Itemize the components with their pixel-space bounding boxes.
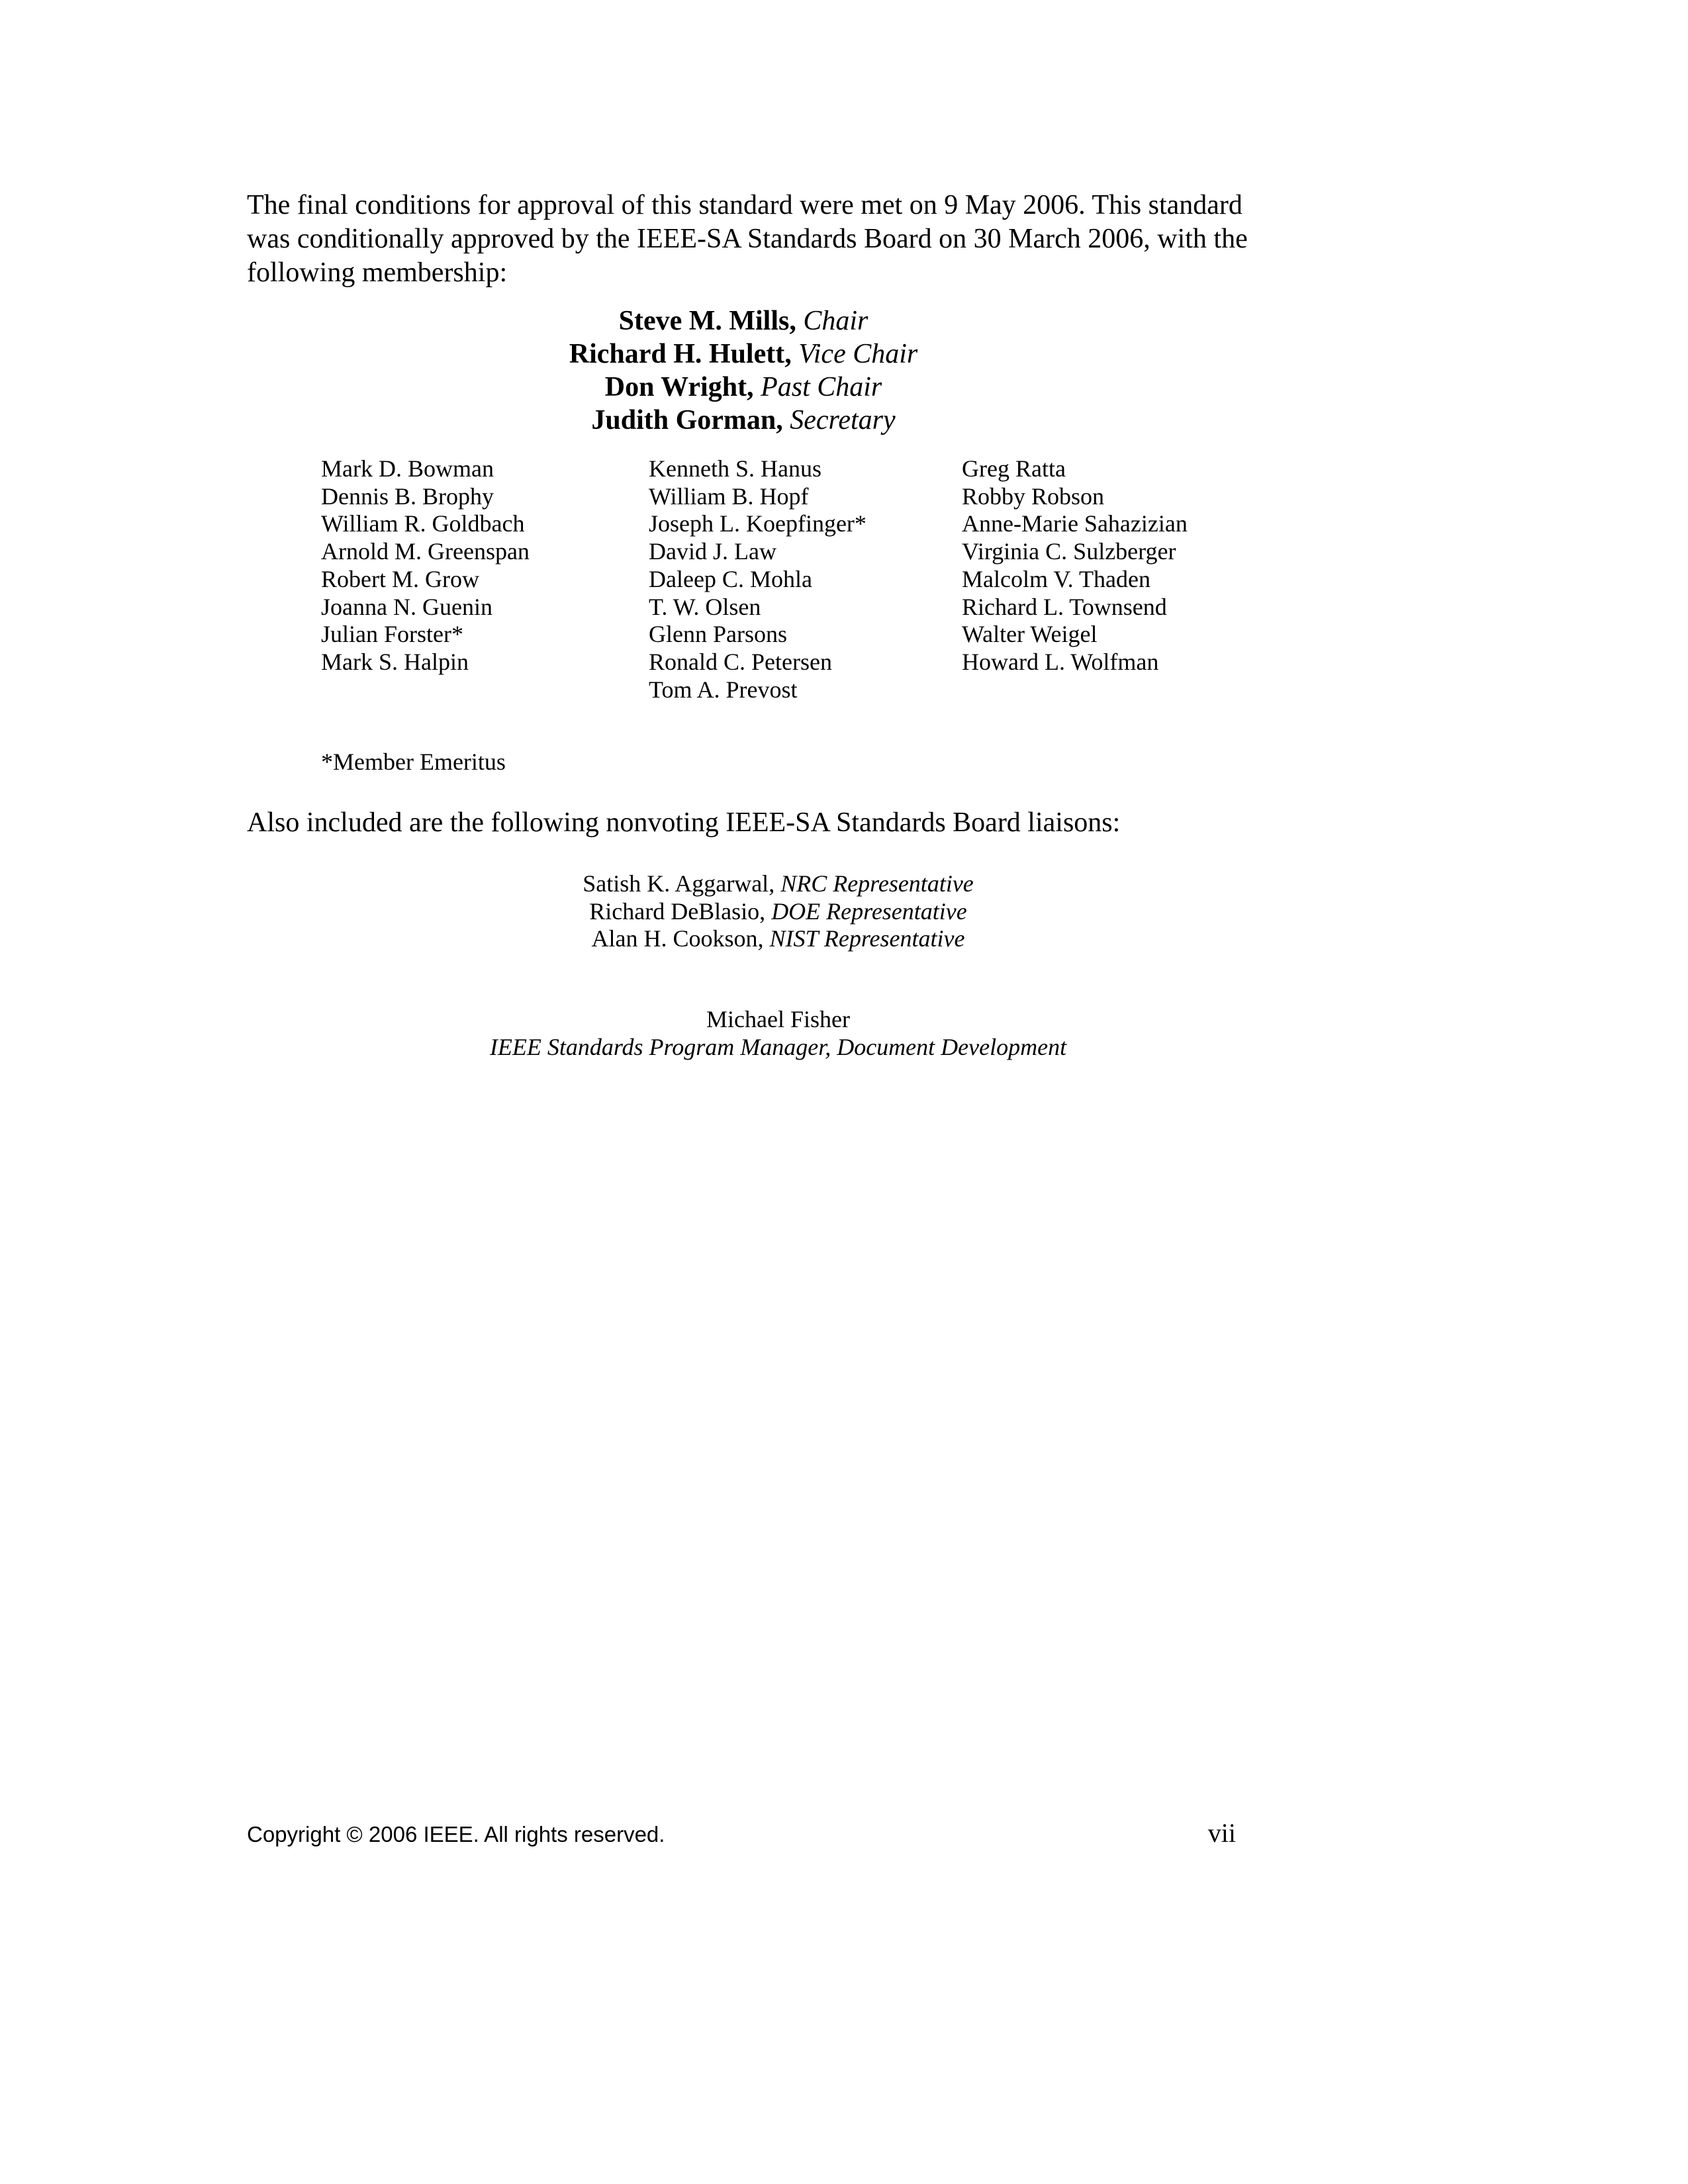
officer-role: Chair	[803, 306, 868, 336]
member-list-column-2	[649, 455, 867, 704]
officer-chair	[247, 304, 1240, 338]
member-list-column-1	[321, 455, 530, 676]
member-name: William R. Goldbach	[321, 510, 525, 537]
program-manager-block	[247, 1006, 1309, 1061]
program-manager-name: Michael Fisher	[706, 1006, 850, 1032]
officer-vice-chair	[247, 338, 1240, 371]
member-name: David J. Law	[649, 538, 776, 565]
member-name: Richard L. Townsend	[962, 593, 1167, 620]
member-name: Kenneth S. Hanus	[649, 455, 821, 482]
liaison-name: Richard DeBlasio,	[589, 897, 766, 925]
officer-role: Secretary	[790, 405, 896, 435]
liaison-intro: Also included are the following nonvoting IEEE-SA Standards Board liaisons:	[247, 807, 1121, 838]
member-name: Arnold M. Greenspan	[321, 538, 530, 565]
member-name: Joanna N. Guenin	[321, 593, 492, 620]
board-officers	[247, 304, 1240, 437]
officer-role: Past Chair	[761, 372, 882, 402]
member-name: T. W. Olsen	[649, 593, 761, 620]
member-list-column-3	[962, 455, 1188, 676]
officer-name: Judith Gorman,	[591, 405, 783, 435]
member-name: Mark D. Bowman	[321, 455, 494, 482]
liaison-entry	[247, 898, 1309, 926]
member-name: William B. Hopf	[649, 482, 809, 510]
member-name: Robert M. Grow	[321, 565, 479, 592]
officer-past-chair	[247, 371, 1240, 404]
member-name: Mark S. Halpin	[321, 648, 469, 675]
member-name: Anne-Marie Sahazizian	[962, 510, 1188, 537]
approval-paragraph: The final conditions for approval of this standard were met on 9 May 2006. This standard was conditionally approved by the IEEE-SA Standards Board on 30 March 2006, with the following membership:	[247, 190, 1248, 288]
liaison-role: DOE Representative	[771, 897, 967, 925]
member-name: Joseph L. Koepfinger*	[649, 510, 867, 537]
liaison-role: NIST Representative	[769, 925, 965, 952]
officer-secretary	[247, 404, 1240, 437]
footer-copyright: Copyright © 2006 IEEE. All rights reserved.	[247, 1822, 665, 1846]
officer-name: Don Wright,	[604, 372, 754, 402]
member-name: Daleep C. Mohla	[649, 565, 812, 592]
member-name: Malcolm V. Thaden	[962, 565, 1150, 592]
member-name: Glenn Parsons	[649, 621, 787, 648]
liaison-name: Satish K. Aggarwal,	[583, 870, 775, 897]
member-name: Dennis B. Brophy	[321, 482, 494, 510]
officer-name: Steve M. Mills,	[618, 306, 796, 336]
page-number: vii	[1207, 1818, 1236, 1848]
liaison-list	[247, 870, 1309, 953]
member-name: Walter Weigel	[962, 621, 1098, 648]
liaison-entry	[247, 925, 1309, 953]
liaison-entry	[247, 870, 1309, 898]
member-name: Virginia C. Sulzberger	[962, 538, 1176, 565]
emeritus-footnote: *Member Emeritus	[321, 749, 506, 775]
officer-name: Richard H. Hulett,	[569, 339, 792, 369]
member-name: Tom A. Prevost	[649, 676, 798, 703]
member-name: Ronald C. Petersen	[649, 648, 832, 675]
program-manager-title: IEEE Standards Program Manager, Document Development	[489, 1033, 1067, 1060]
member-name: Julian Forster*	[321, 621, 463, 648]
member-name: Greg Ratta	[962, 455, 1066, 482]
liaison-role: NRC Representative	[780, 870, 974, 897]
officer-role: Vice Chair	[798, 339, 918, 369]
liaison-name: Alan H. Cookson,	[591, 925, 764, 952]
member-name: Howard L. Wolfman	[962, 648, 1159, 675]
member-name: Robby Robson	[962, 482, 1105, 510]
